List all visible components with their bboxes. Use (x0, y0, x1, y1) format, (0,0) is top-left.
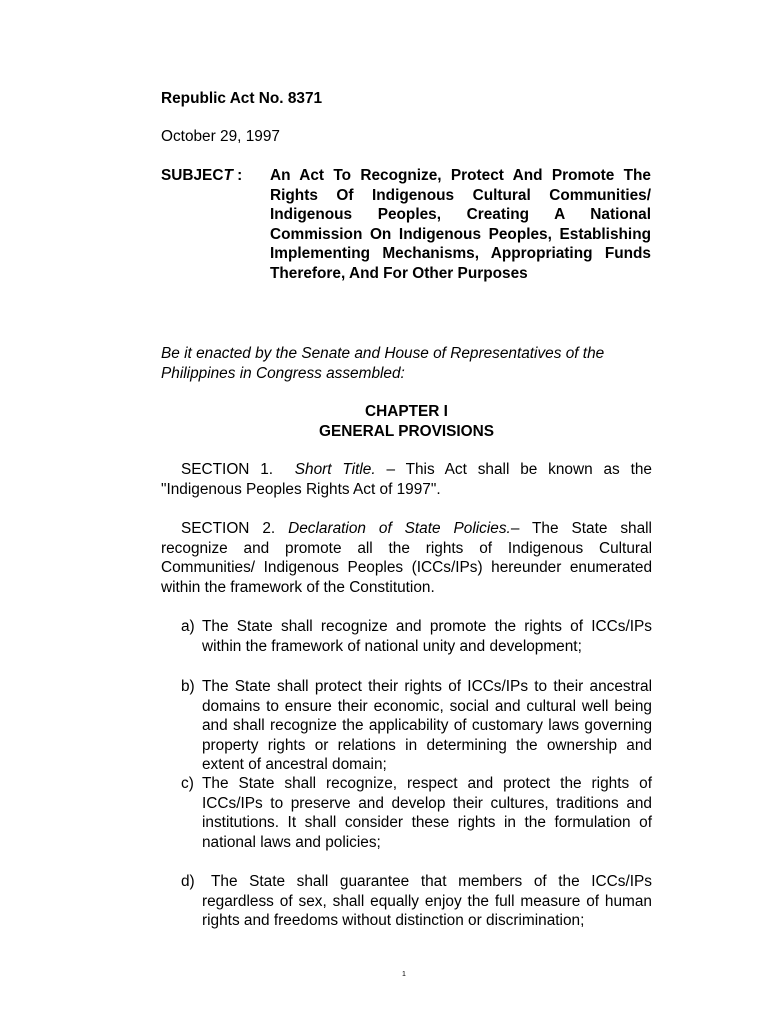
enacting-clause: Be it enacted by the Senate and House of Representatives of the Philippines in Congress assembled: (161, 345, 605, 382)
subject-label-end: : (232, 167, 243, 184)
policy-item-a (181, 617, 652, 656)
subject-label (161, 166, 271, 186)
subject-text: An Act To Recognize, Protect And Promote The Rights Of Indigenous Cultural Communities/ Indigenous Peoples, Creating A National Commission On Indigenous Peoples, Establishing Implementing Mechanisms, Appropriating Funds Therefore, And For Other Purposes (270, 167, 651, 282)
subject-label-italic: T (223, 167, 233, 184)
section-2 (161, 519, 652, 597)
act-number: Republic Act No. 8371 (161, 90, 323, 107)
chapter-number: CHAPTER I (365, 403, 448, 420)
page-number: 1 (402, 971, 406, 978)
section-title: Short Title. (294, 461, 376, 478)
item-text: The State shall recognize, respect and protect the rights of ICCs/IPs to preserve and develop their cultures, traditions and institutions. It shall consider these rights in the formulation of national laws and policies; (202, 775, 652, 851)
section-body: – The State shall recognize and promote all the rights of Indigenous Cultural Communities/ Indigenous Peoples (ICCs/IPs) hereunder enumerated within the framework of the Constitution. (161, 520, 652, 596)
policy-item-d (181, 872, 652, 931)
item-marker: d) (181, 873, 195, 890)
item-text: The State shall recognize and promote the rights of ICCs/IPs within the framework of national unity and development; (202, 618, 652, 655)
section-label: SECTION 2. (181, 520, 276, 537)
chapter-heading (161, 402, 652, 441)
item-marker: a) (181, 618, 195, 635)
section-label: SECTION 1. (181, 461, 274, 478)
policy-item-c (181, 774, 652, 852)
item-marker: b) (181, 678, 195, 695)
section-1 (161, 460, 652, 499)
chapter-title: GENERAL PROVISIONS (318, 422, 495, 440)
policy-item-b (181, 677, 652, 775)
subject-label-start: SUBJEC (161, 167, 224, 184)
item-text: The State shall protect their rights of ICCs/IPs to their ancestral domains to ensure their economic, social and cultural well being and shall recognize the applicability of customary laws governing property rights or relations in determining the ownership and extent of ancestral domain; (202, 678, 652, 774)
item-marker: c) (181, 775, 194, 792)
section-body: – This Act shall be known as the "Indigenous Peoples Rights Act of 1997". (161, 461, 652, 498)
section-title: Declaration of State Policies. (288, 520, 511, 537)
act-date: October 29, 1997 (161, 128, 280, 145)
item-text: The State shall guarantee that members of the ICCs/IPs regardless of sex, shall equally enjoy the full measure of human rights and freedoms without distinction or discrimination; (202, 873, 652, 930)
